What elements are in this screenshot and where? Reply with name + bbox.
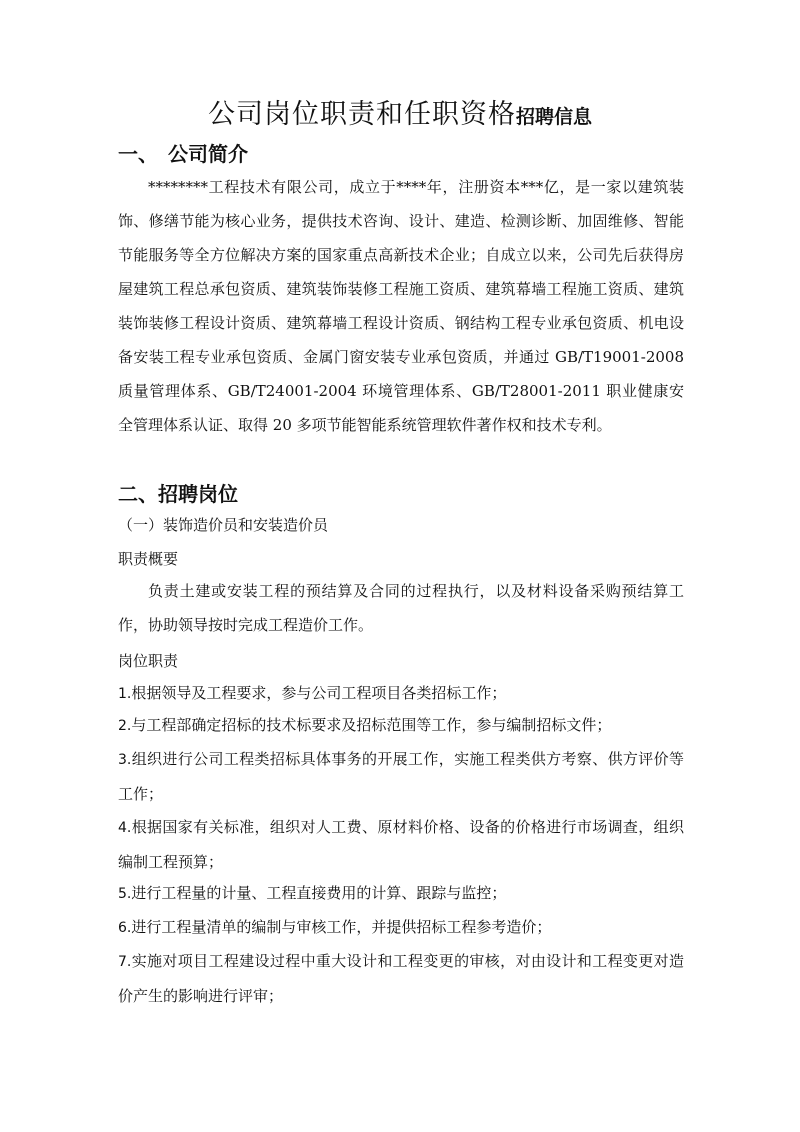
section-number: 一、 xyxy=(118,142,158,166)
duty-item: 1.根据领导及工程要求，参与公司工程项目各类招标工作； xyxy=(118,684,507,702)
duty-item: 7.实施对项目工程建设过程中重大设计和工程变更的审核，对由设计和工程变更对造价产生的影响进行评审； xyxy=(118,952,684,1005)
duties-label: 岗位职责 xyxy=(118,652,179,670)
section-title: 公司简介 xyxy=(168,142,248,166)
section-heading-positions: 二、招聘岗位 xyxy=(118,482,238,506)
duty-item: 6.进行工程量清单的编制与审核工作，并提供招标工程参考造价； xyxy=(118,918,552,936)
page-title xyxy=(0,92,800,131)
section-heading-company xyxy=(118,138,248,167)
duty-item: 4.根据国家有关标准，组织对人工费、原材料价格、设备的价格进行市场调查，组织编制工程预算； xyxy=(118,818,684,871)
position-title: （一）装饰造价员和安装造价员 xyxy=(118,516,329,534)
duty-item: 5.进行工程量的计量、工程直接费用的计算、跟踪与监控； xyxy=(118,884,507,902)
duty-item: 2.与工程部确定招标的技术标要求及招标范围等工作，参与编制招标文件； xyxy=(118,716,612,734)
summary-label: 职责概要 xyxy=(118,550,179,568)
title-sub: 招聘信息 xyxy=(515,106,592,128)
company-intro-paragraph: ********工程技术有限公司，成立于****年，注册资本***亿，是一家以建筑装饰、修缮节能为核心业务，提供技术咨询、设计、建造、检测诊断、加固维修、智能节能服务等全方位解决方案的国家重点高新技术企业；自成立以来，公司先后获得房屋建筑工程总承包资质、建筑装饰装修工程施工资质、建筑幕墙工程施工资质、建筑装饰装修工程设计资质、建筑幕墙工程设计资质、钢结构工程专业承包资质、机电设备安装工程专业承包资质、金属门窗安装专业承包资质，并通过 GB/T19001-2008 质量管理体系、GB/T24001-2004 环境管理体系、GB/T28001-2011 职业健康安全管理体系认证、取得 20 多项节能智能系统管理软件著作权和技术专利。 xyxy=(118,178,684,434)
summary-paragraph: 负责土建或安装工程的预结算及合同的过程执行，以及材料设备采购预结算工作，协助领导按时完成工程造价工作。 xyxy=(118,582,684,634)
title-main: 公司岗位职责和任职资格 xyxy=(207,99,516,130)
duty-item: 3.组织进行公司工程类招标具体事务的开展工作，实施工程类供方考察、供方评价等工作； xyxy=(118,750,684,803)
